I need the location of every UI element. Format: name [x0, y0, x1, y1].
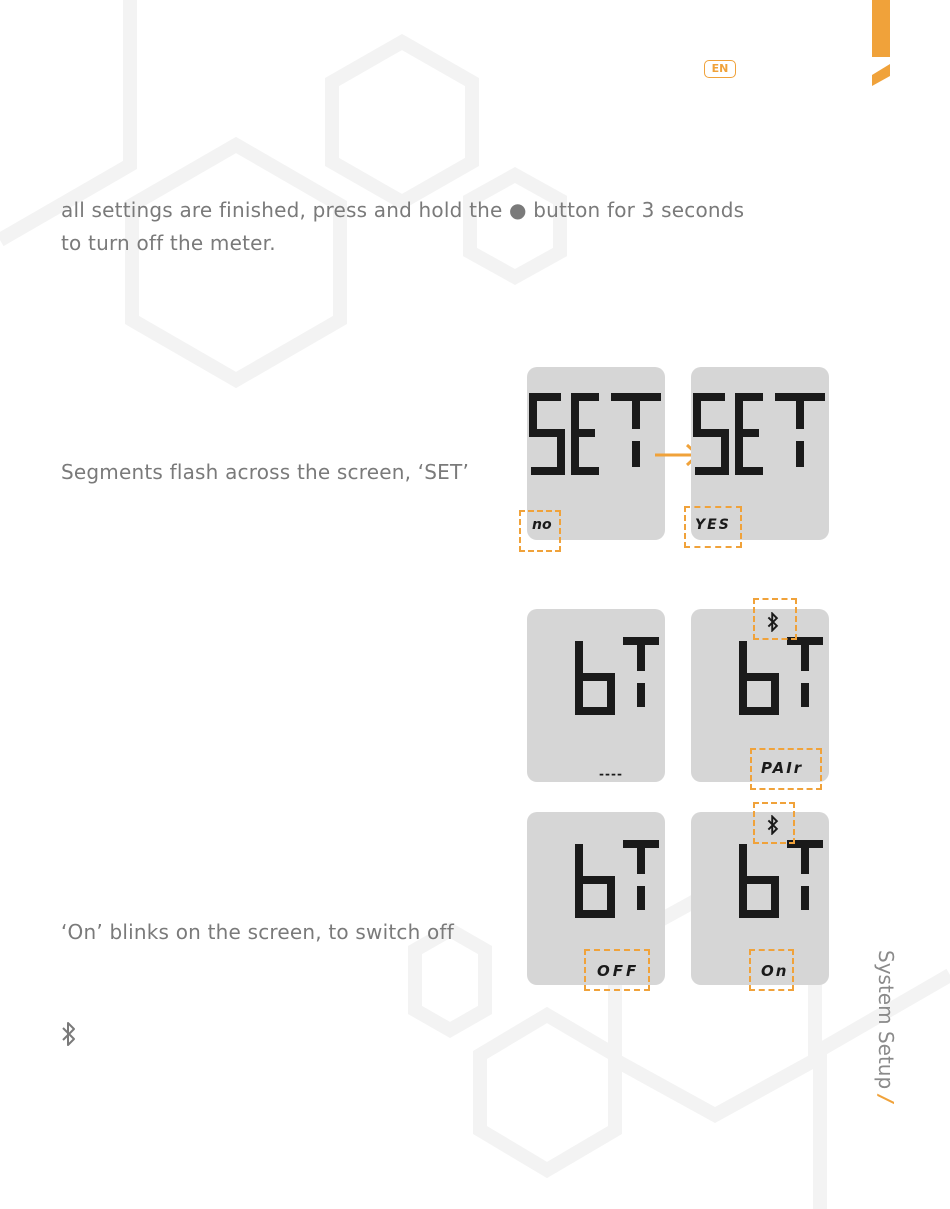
- lcd-sub-text-no: no: [532, 517, 552, 533]
- highlight-bluetooth-pair: [753, 598, 797, 640]
- language-badge: EN: [704, 60, 736, 78]
- highlight-bluetooth-on: [753, 802, 795, 844]
- lcd-sub-text-pair: PAIr: [761, 759, 804, 777]
- lcd-sub-text-blank: ----: [599, 767, 623, 781]
- highlight-no: [519, 510, 561, 552]
- lcd-screen-bt-blank: [527, 609, 665, 782]
- bluetooth-icon: [60, 1021, 78, 1047]
- on-blinks-instruction: ‘On’ blinks on the screen, to switch off: [61, 920, 454, 944]
- highlight-pair: [750, 748, 822, 790]
- highlight-on: [749, 949, 794, 991]
- lcd-sub-text-yes: YES: [695, 517, 731, 533]
- section-title-slash: /: [874, 1095, 898, 1103]
- finish-instruction-line2: to turn off the meter.: [61, 231, 276, 255]
- section-title-text: System Setup: [874, 950, 898, 1090]
- highlight-off: [584, 949, 650, 991]
- lcd-sub-text-on: On: [761, 962, 789, 980]
- highlight-yes: [684, 506, 742, 548]
- edge-tab-marker: [868, 0, 892, 90]
- lcd-sub-text-off: OFF: [597, 962, 640, 980]
- section-title: [874, 950, 898, 1110]
- segments-instruction: Segments flash across the screen, ‘SET’: [61, 460, 469, 484]
- finish-instruction-line1: all settings are finished, press and hold the ● button for 3 seconds: [61, 198, 745, 222]
